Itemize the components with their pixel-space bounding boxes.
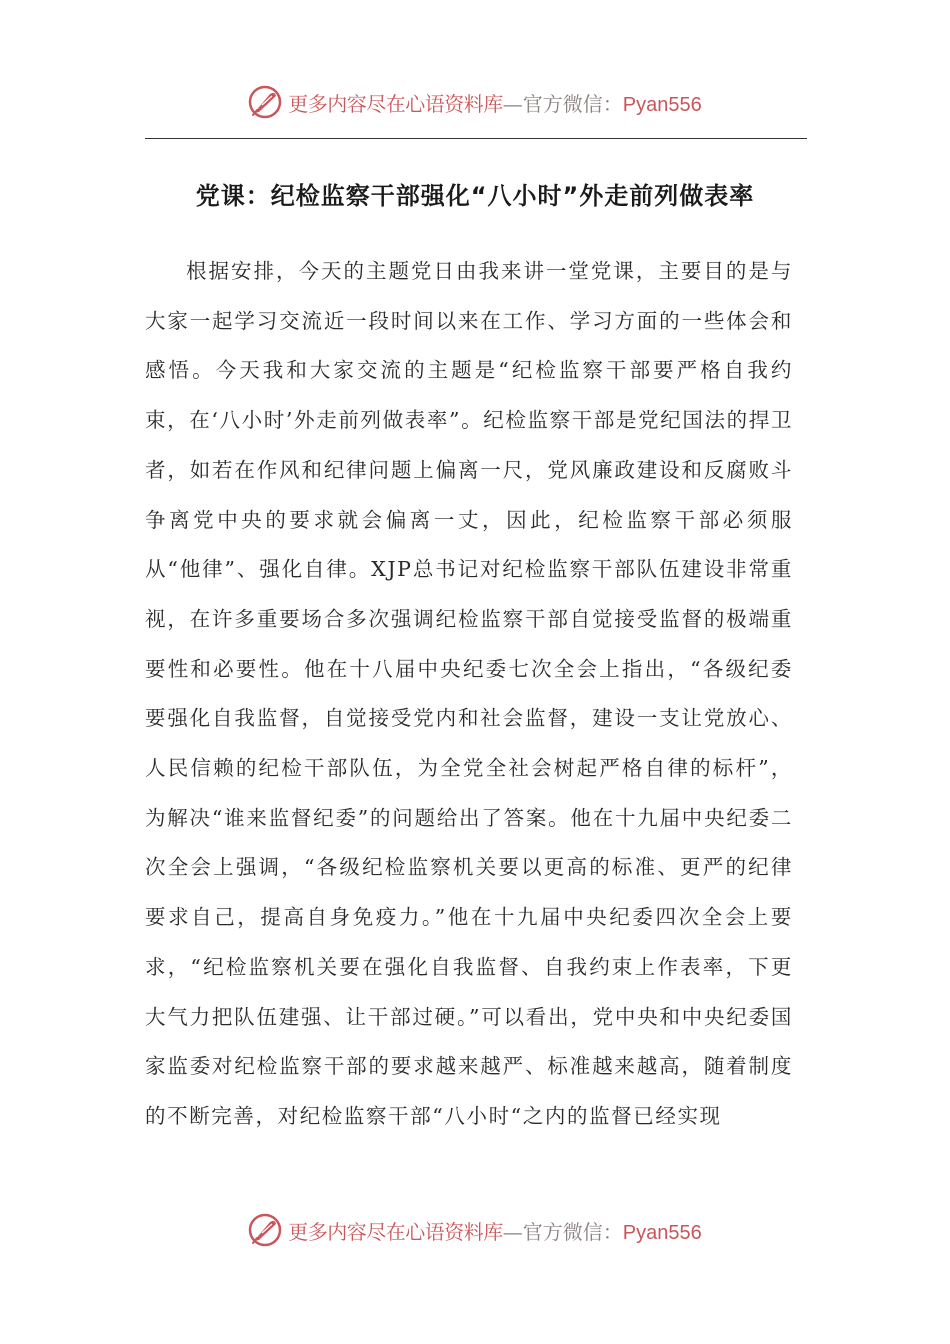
header-banner bbox=[0, 82, 950, 122]
banner-text bbox=[288, 1216, 701, 1245]
banner-main-text: 更多内容尽在心语资料库 bbox=[288, 1219, 503, 1244]
banner-dash: — bbox=[502, 91, 523, 116]
footer-banner bbox=[0, 1210, 950, 1250]
banner-wechat-id: Pyan556 bbox=[622, 93, 702, 116]
quill-logo-icon bbox=[248, 1213, 282, 1247]
banner-wechat-label: 官方微信： bbox=[522, 1219, 623, 1244]
header-rule bbox=[145, 138, 807, 139]
banner-wechat-id: Pyan556 bbox=[622, 1221, 702, 1244]
banner-dash: — bbox=[502, 1219, 523, 1244]
document-title: 党课：纪检监察干部强化“八小时”外走前列做表率 bbox=[195, 182, 755, 210]
banner-wechat-label: 官方微信： bbox=[522, 91, 623, 116]
banner-text bbox=[288, 88, 701, 117]
body-paragraph: 根据安排，今天的主题党日由我来讲一堂党课，主要目的是与大家一起学习交流近一段时间以来在工作、学习方面的一些体会和感悟。今天我和大家交流的主题是“纪检监察干部要严格自我约束，在‘八小时’外走前列做表率”。纪检监察干部是党纪国法的捍卫者，如若在作风和纪律问题上偏离一尺，党风廉政建设和反腐败斗争离党中央的要求就会偏离一丈，因此，纪检监察干部必须服从“他律”、强化自律。XJP总书记对纪检监察干部队伍建设非常重视，在许多重要场合多次强调纪检监察干部自觉接受监督的极端重要性和必要性。他在十八届中央纪委七次全会上指出，“各级纪委要强化自我监督，自觉接受党内和社会监督，建设一支让党放心、人民信赖的纪检干部队伍，为全党全社会树起严格自律的标杆”，为解决“谁来监督纪委”的问题给出了答案。他在十九届中央纪委二次全会上强调，“各级纪检监察机关要以更高的标准、更严的纪律要求自己，提高自身免疫力。”他在十九届中央纪委四次全会上要求，“纪检监察机关要在强化自我监督、自我约束上作表率，下更大气力把队伍建强、让干部过硬。”可以看出，党中央和中央纪委国家监委对纪检监察干部的要求越来越严、标准越来越高，随着制度的不断完善，对纪检监察干部“八小时“之内的监督已经实现 bbox=[145, 259, 793, 1128]
banner-main-text: 更多内容尽在心语资料库 bbox=[288, 91, 503, 116]
quill-logo-icon bbox=[248, 85, 282, 119]
